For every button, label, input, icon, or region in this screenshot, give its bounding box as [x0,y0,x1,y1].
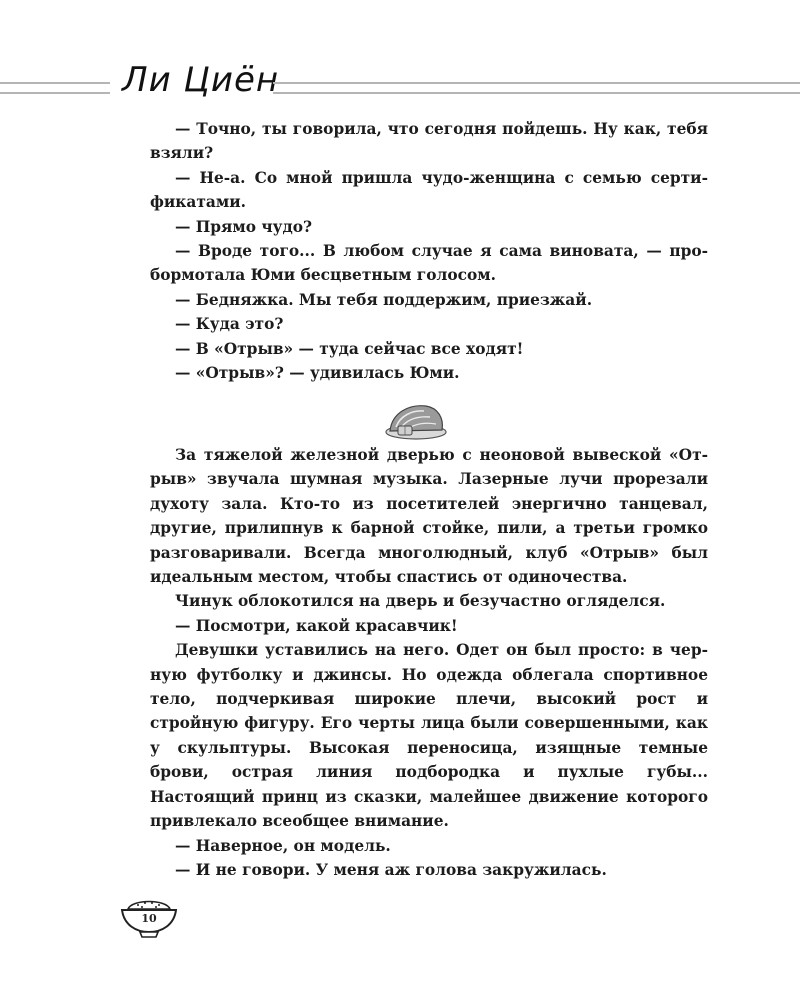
dialogue-section [150,117,708,385]
paragraph: За тяжелой железной дверью с неоновой вывеской «Отрыв» звучала шумная музыка. Лазерные лучи прорезали духоту зала. Кто-то из посетителей энергично танцевал, другие, прилипнув к барной стойке, пили, а третьи громко разговаривали. Всегда многолюдный, клуб «Отрыв» был идеальным местом, чтобы спастись от одиночества. [150,446,708,587]
paragraph: — «Отрыв»? — удивилась Юми. [175,364,460,383]
paragraph: — В «Отрыв» — туда сейчас все ходят! [175,339,524,358]
paragraph: Чинук облокотился на дверь и безучастно огляделся. [175,592,666,611]
page-number: 10 [141,912,157,925]
header-rule-left [0,82,110,94]
paragraph: — Посмотри, какой красавчик! [175,616,458,635]
header-rule-right [273,82,800,94]
paragraph: — Не-а. Со мной пришла чудо-женщина с семью сертификатами. [150,168,708,212]
narrative-section [150,443,708,882]
paragraph: — Куда это? [175,315,284,334]
paragraph: — И не говори. У меня аж голова закружилась. [175,860,607,879]
paragraph: — Прямо чудо? [175,217,313,236]
paragraph: — Наверное, он модель. [175,836,391,855]
paragraph: Девушки уставились на него. Одет он был просто: в черную футболку и джинсы. Но одежда облегала спортивное тело, подчеркивая широкие плечи, высокий рост и стройную фигуру. Его черты лица были совершенными, как у скульптуры. Высокая переносица, изящные темные брови, острая линия подбородка и пухлые губы... Настоящий принц из сказки, малейшее движение которого привлекало всеобщее внимание. [150,641,708,831]
rice-dish-icon [380,400,450,442]
paragraph: — Бедняжка. Мы тебя поддержим, приезжай. [175,290,593,309]
paragraph: — Точно, ты говорила, что сегодня пойдешь. Ну как, тебя взяли? [150,120,708,163]
paragraph: — Вроде того... В любом случае я сама виновата, — пробормотала Юми бесцветным голосом. [150,242,708,285]
running-head-author: Ли Циён [122,60,280,100]
